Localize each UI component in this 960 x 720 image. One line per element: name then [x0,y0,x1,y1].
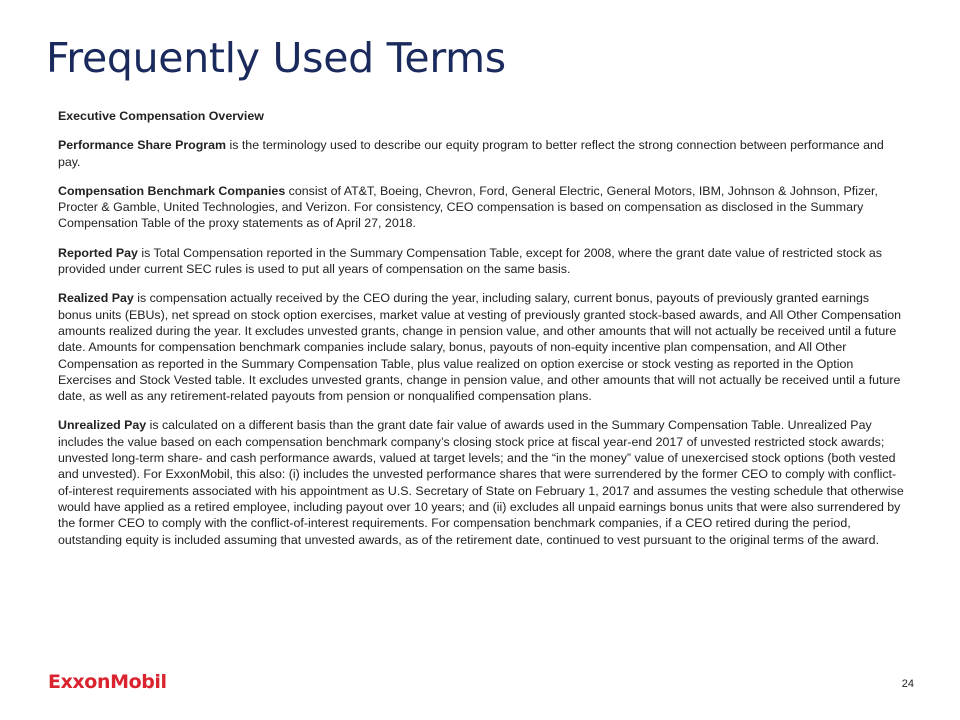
content-body [58,108,906,561]
term-definition: is calculated on a different basis than the grant date fair value of awards used in the Summary Compensation Table. Unrealized Pay includes the value based on each compensation benchmark company’s closing stock price at fiscal year-end 2017 of unvested restricted stock awards; unvested long-term share- and cash performance awards, valued at target levels; and the “in the money” value of unexercised stock options (both vested and unvested). For ExxonMobil, this also: (i) includes the unvested performance shares that were surrendered by the former CEO to comply with conflict-of-interest requirements associated with his appointment as U.S. Secretary of State on February 1, 2017 and assumes the vesting schedule that otherwise would have applied as a retired employee, including payout over 10 years; and (ii) excludes all unpaid earnings bonus units that were also surrendered by the former CEO to comply with the conflict-of-interest requirements. For compensation benchmark companies, if a CEO retired during the period, outstanding equity is included assuming that unvested awards, as of the retirement date, continued to vest pursuant to the original terms of the award. [58,418,904,547]
term-name: Unrealized Pay [58,418,147,433]
term-name: Compensation Benchmark Companies [58,183,286,198]
term-compensation-benchmark-companies [58,183,906,232]
term-name: Reported Pay [58,245,138,260]
term-name: Realized Pay [58,291,134,306]
term-definition: is the terminology used to describe our equity program to better reflect the strong connection between performance and pay. [58,138,884,169]
term-definition: is Total Compensation reported in the Summary Compensation Table, except for 2008, where the grant date value of restricted stock as provided under current SEC rules is used to put all years of compensation on the same basis. [58,245,882,277]
term-realized-pay [58,290,906,404]
exxonmobil-logo: ExxonMobil [48,671,167,693]
term-definition: is compensation actually received by the CEO during the year, including salary, current bonus, payouts of previously granted earnings bonus units (EBUs), net spread on stock option exercises, market value at vesting of previously granted stock-based awards, and All Other Compensation amounts realized during the year. It excludes unvested grants, change in pension value, and other amounts that will not actually be received until a future date. Amounts for compensation benchmark companies include salary, bonus, payouts of non-equity incentive plan compensation, and All Other Compensation as reported in the Summary Compensation Table, plus value realized on option exercise or stock vesting as reported in the Option Exercises and Stock Vested table. It excludes unvested grants, change in pension value, and other amounts that will not actually be received until a future date, as well as any retirement-related payouts from pension or nonqualified compensation plans. [58,291,901,404]
term-performance-share-program [58,137,906,170]
term-unrealized-pay [58,417,906,547]
section-heading: Executive Compensation Overview [58,109,264,123]
page-title: Frequently Used Terms [46,34,506,82]
page-number: 24 [901,678,914,690]
term-definition: consist of AT&T, Boeing, Chevron, Ford, General Electric, General Motors, IBM, Johnson & Johnson, Pfizer, Procter & Gamble, United Technologies, and Verizon. For consistency, CEO compensation is based on compensation as disclosed in the Summary Compensation Table of the proxy statements as of April 27, 2018. [58,183,878,231]
term-name: Performance Share Program [58,138,227,153]
term-reported-pay [58,245,906,278]
